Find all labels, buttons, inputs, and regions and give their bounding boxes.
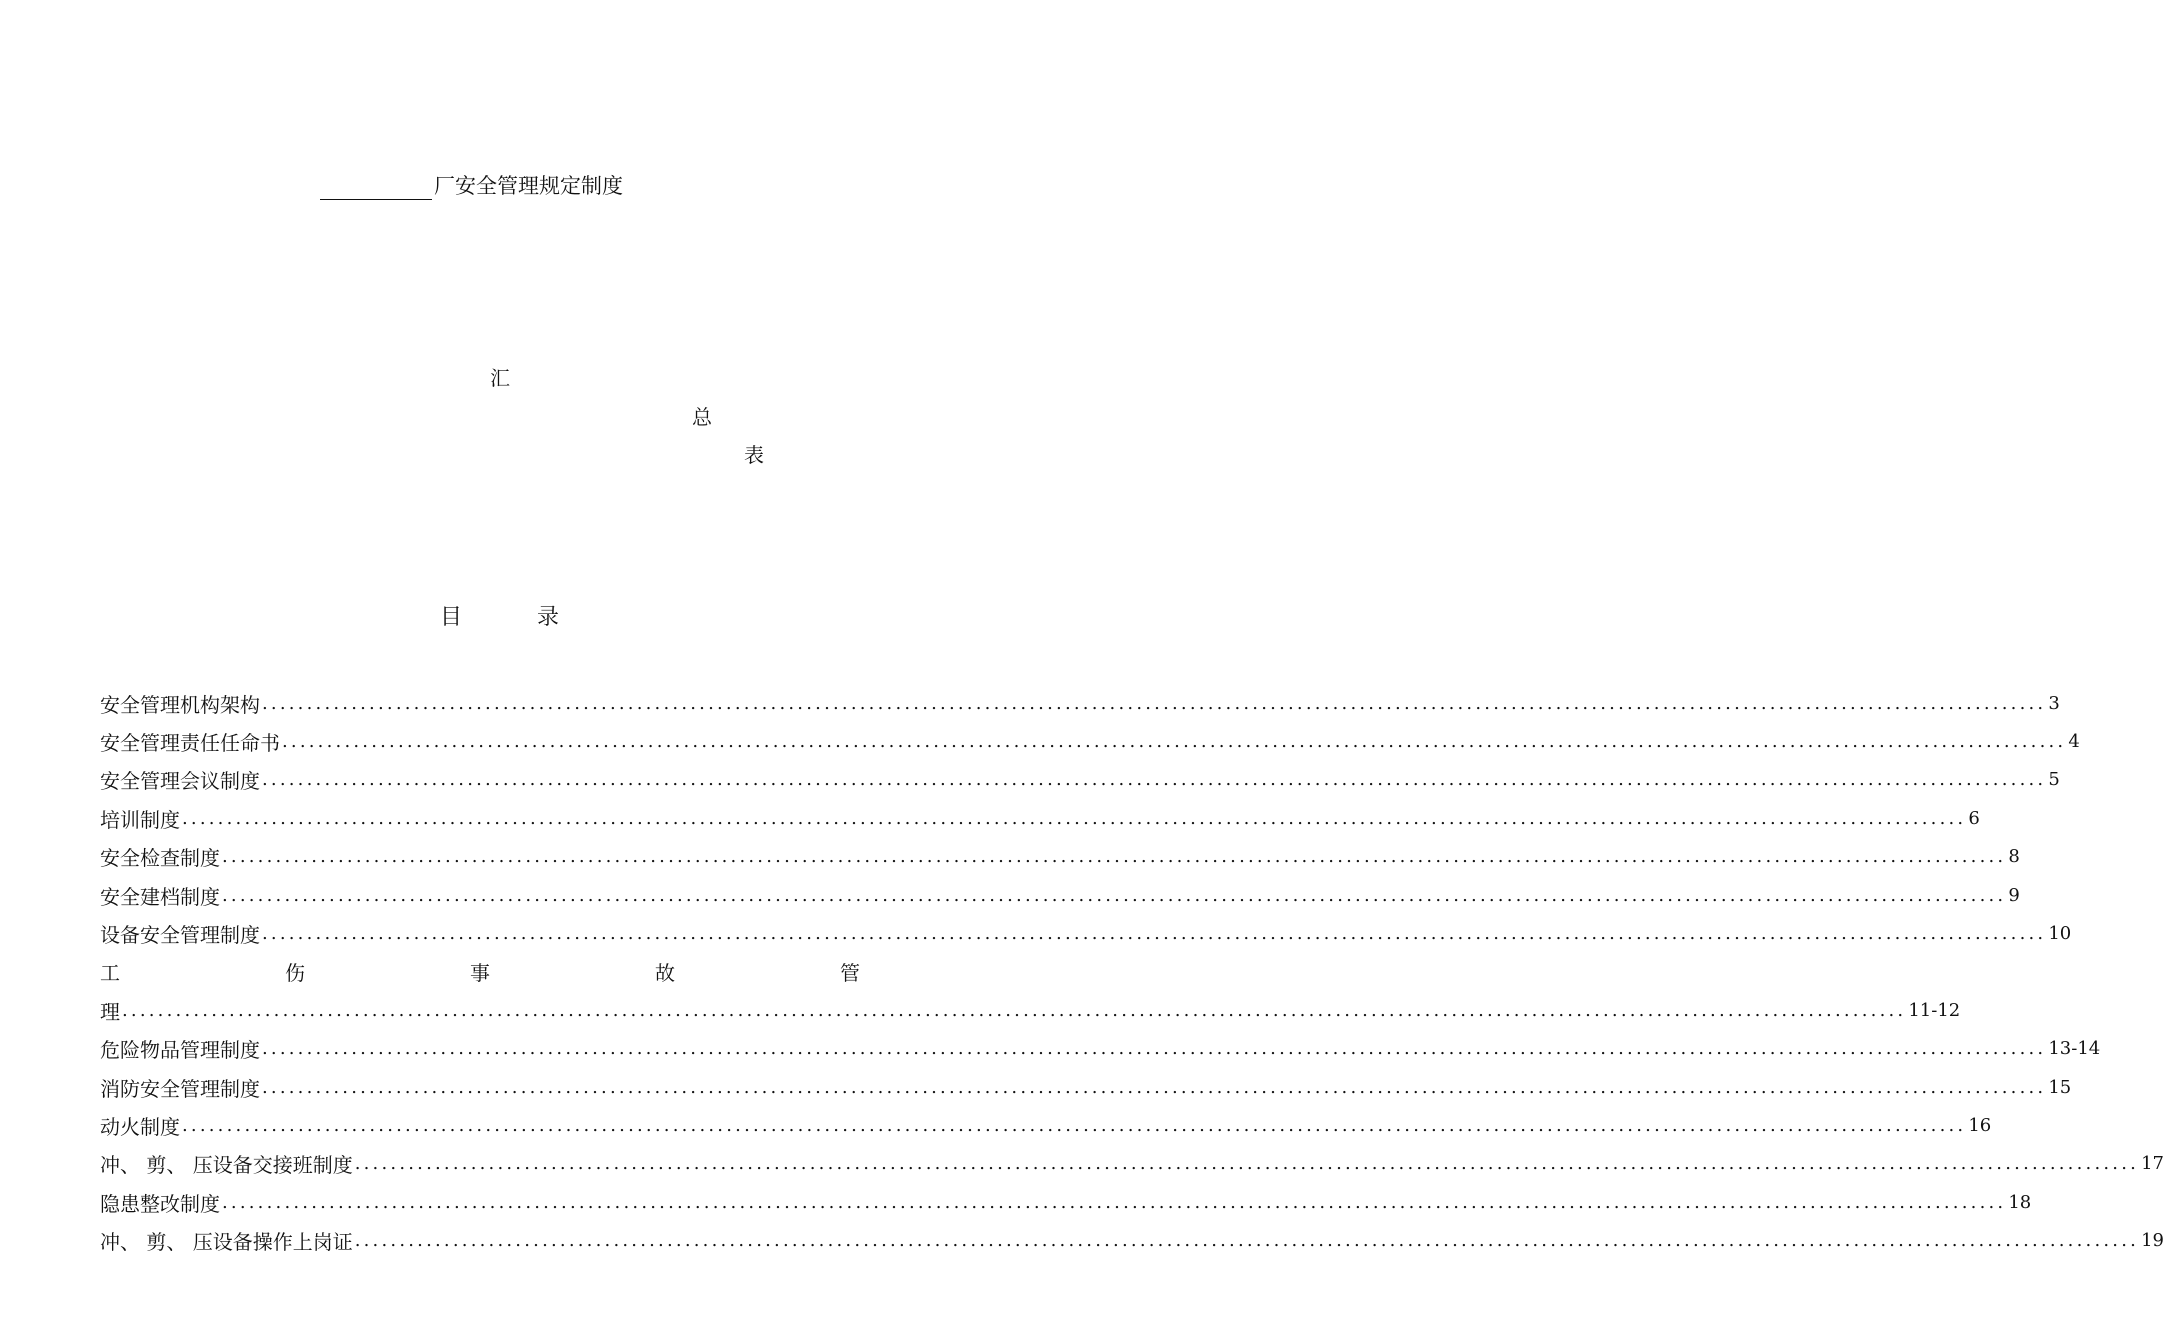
toc-leader-dots: ........................................................................................................................................................................................................ xyxy=(262,1076,2047,1098)
toc-entry-label: 设备安全管理制度 xyxy=(100,923,260,948)
toc-entry-label: 危险物品管理制度 xyxy=(100,1038,260,1063)
title-text: 厂安全管理规定制度 xyxy=(434,174,623,198)
toc-entry-label: 动火制度 xyxy=(100,1114,180,1139)
toc-entry-page: 15 xyxy=(2048,1076,2072,1098)
toc-leader-dots: ........................................................................................................................................................................................................ xyxy=(262,1038,2047,1060)
toc-entry-justified-line[interactable] xyxy=(100,953,860,991)
toc-entry[interactable] xyxy=(100,1183,2032,1221)
toc-entry[interactable] xyxy=(100,914,2072,952)
table-of-contents xyxy=(100,684,2164,1260)
toc-leader-dots: ........................................................................................................................................................................................................ xyxy=(262,769,2047,791)
toc-leader-dots: ........................................................................................................................................................................................................ xyxy=(282,731,2067,753)
document-title xyxy=(320,170,623,200)
toc-entry-label-part: 管 xyxy=(840,961,860,986)
toc-entry-label: 安全管理责任任命书 xyxy=(100,731,280,756)
toc-leader-dots: ........................................................................................................................................................................................................ xyxy=(222,884,2007,906)
toc-entry-page: 5 xyxy=(2048,769,2060,791)
toc-entry[interactable] xyxy=(100,761,2060,799)
toc-entry-page: 6 xyxy=(1968,807,1980,829)
toc-entry[interactable] xyxy=(100,1030,2101,1068)
toc-entry[interactable] xyxy=(100,876,2020,914)
summary-char-1: 汇 xyxy=(490,366,510,390)
toc-leader-dots: ........................................................................................................................................................................................................ xyxy=(354,1153,2140,1175)
toc-entry-page: 17 xyxy=(2141,1153,2164,1175)
toc-entry-page: 9 xyxy=(2008,884,2020,906)
toc-leader-dots: ........................................................................................................................................................................................................ xyxy=(182,807,1967,829)
toc-entry-page: 18 xyxy=(2008,1191,2032,1213)
toc-entry-page: 3 xyxy=(2048,692,2060,714)
toc-entry[interactable] xyxy=(100,991,1961,1029)
toc-entry[interactable] xyxy=(100,684,2060,722)
toc-entry[interactable] xyxy=(100,799,1980,837)
toc-entry[interactable] xyxy=(100,838,2020,876)
toc-entry-label: 安全建档制度 xyxy=(100,884,220,909)
toc-entry[interactable] xyxy=(100,1106,1992,1144)
toc-leader-dots: ........................................................................................................................................................................................................ xyxy=(222,1191,2007,1213)
summary-char-2: 总 xyxy=(692,405,712,429)
toc-entry[interactable] xyxy=(100,1068,2072,1106)
toc-entry-page: 19 xyxy=(2141,1230,2164,1252)
toc-entry[interactable] xyxy=(100,722,2080,760)
toc-entry-label: 安全管理机构架构 xyxy=(100,692,260,717)
toc-entry-label: 冲、 剪、 压设备操作上岗证 xyxy=(100,1230,353,1255)
toc-entry-label: 培训制度 xyxy=(100,807,180,832)
toc-entry-label-part: 故 xyxy=(655,961,675,986)
toc-entry[interactable] xyxy=(100,1145,2164,1183)
toc-entry-label: 隐患整改制度 xyxy=(100,1191,220,1216)
toc-entry-page: 4 xyxy=(2068,731,2080,753)
toc-entry-label-part: 伤 xyxy=(285,961,305,986)
toc-entry-page: 8 xyxy=(2008,846,2020,868)
toc-entry[interactable] xyxy=(100,1221,2164,1259)
toc-entry-label: 理 xyxy=(100,999,120,1024)
toc-leader-dots: ........................................................................................................................................................................................................ xyxy=(354,1230,2140,1252)
toc-leader-dots: ........................................................................................................................................................................................................ xyxy=(182,1114,1967,1136)
toc-entry-label: 安全管理会议制度 xyxy=(100,769,260,794)
toc-entry-page: 10 xyxy=(2048,923,2072,945)
toc-leader-dots: ........................................................................................................................................................................................................ xyxy=(122,999,1907,1021)
title-blank-line xyxy=(320,175,432,200)
toc-entry-label-part: 事 xyxy=(470,961,490,986)
summary-char-3: 表 xyxy=(744,443,764,467)
toc-heading: 目 录 xyxy=(440,605,593,630)
toc-entry-label-part: 工 xyxy=(100,961,120,986)
toc-leader-dots: ........................................................................................................................................................................................................ xyxy=(222,846,2007,868)
toc-entry-label: 安全检查制度 xyxy=(100,846,220,871)
toc-entry-page: 16 xyxy=(1968,1114,1992,1136)
toc-leader-dots: ........................................................................................................................................................................................................ xyxy=(262,923,2047,945)
toc-entry-page: 11-12 xyxy=(1908,999,1961,1021)
toc-entry-page: 13-14 xyxy=(2048,1038,2101,1060)
toc-entry-label: 冲、 剪、 压设备交接班制度 xyxy=(100,1153,353,1178)
toc-entry-label: 消防安全管理制度 xyxy=(100,1076,260,1101)
toc-leader-dots: ........................................................................................................................................................................................................ xyxy=(262,692,2047,714)
